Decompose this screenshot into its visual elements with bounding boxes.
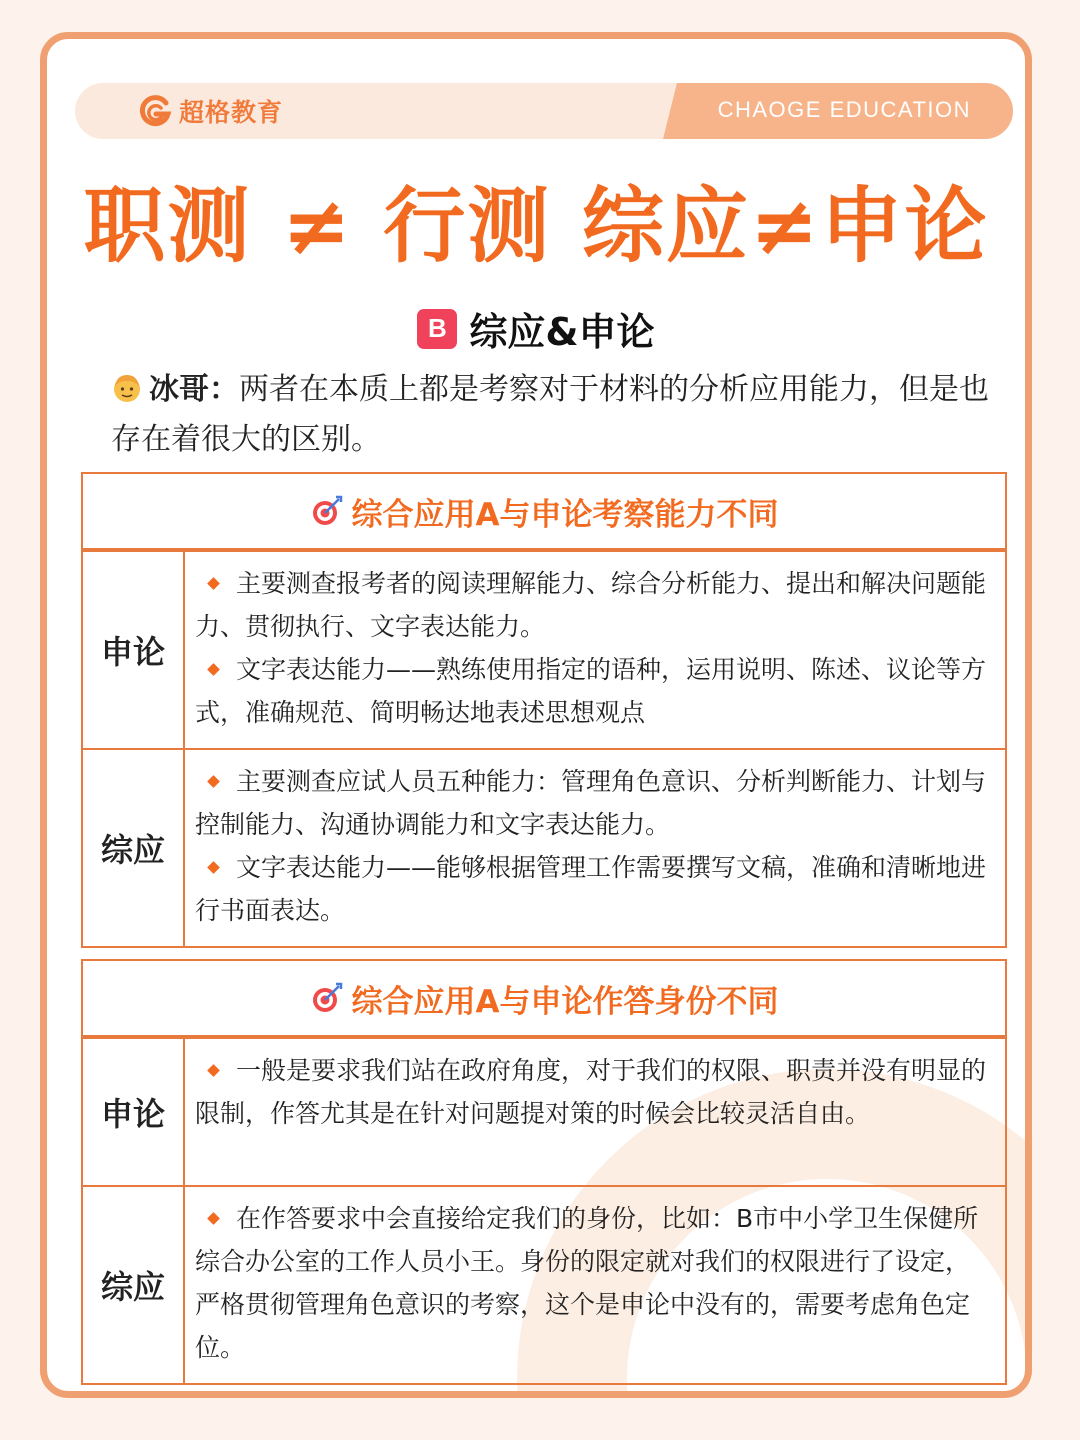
- bullet-item: [195, 562, 991, 648]
- diamond-bullet-icon: [207, 663, 220, 676]
- intro-paragraph: [111, 365, 991, 465]
- bullet-item: [195, 1049, 991, 1135]
- intro-text: 两者在本质上都是考察对于材料的分析应用能力，但是也存在着很大的区别。: [111, 372, 989, 457]
- target-icon: [310, 494, 344, 528]
- bullet-item: [195, 760, 991, 846]
- row-body: [185, 552, 1005, 748]
- intro-speaker: 冰哥：: [149, 372, 239, 407]
- section-title: 综应&申论: [469, 310, 655, 354]
- bullet-text: 在作答要求中会直接给定我们的身份，比如：B市中小学卫生保健所综合办公室的工作人员小王。身份的限定就对我们的权限进行了设定，严格贯彻管理角色意识的考察，这个是申论中没有的，需要考虑角色定位。: [195, 1204, 979, 1362]
- diamond-bullet-icon: [207, 861, 220, 874]
- brand-logo-icon: [139, 94, 173, 128]
- table-title: 综合应用A与申论作答身份不同: [351, 983, 779, 1020]
- target-icon: [310, 981, 344, 1015]
- row-label: 申论: [83, 552, 185, 748]
- brand: [139, 93, 283, 129]
- bullet-text: 主要测查报考者的阅读理解能力、综合分析能力、提出和解决问题能力、贯彻执行、文字表达能力。: [195, 569, 987, 641]
- row-label: 申论: [83, 1039, 185, 1185]
- table-heading: [83, 474, 1005, 550]
- brand-name: 超格教育: [179, 98, 284, 127]
- bullet-text: 文字表达能力——熟练使用指定的语种，运用说明、陈述、议论等方式，准确规范、简明畅达地表述思想观点: [195, 655, 987, 727]
- diamond-bullet-icon: [207, 1064, 220, 1077]
- row-label: 综应: [83, 1187, 185, 1383]
- bullet-text: 文字表达能力——能够根据管理工作需要撰写文稿，准确和清晰地进行书面表达。: [195, 853, 987, 925]
- row-body: [185, 1039, 1005, 1185]
- table-row: [83, 748, 1005, 946]
- face-emoji-icon: [111, 372, 143, 404]
- page-title: 职测 ≠ 行测 综应≠申论: [83, 179, 989, 274]
- header-bar: [75, 83, 1013, 139]
- section-heading: [47, 301, 1025, 356]
- table-row: [83, 1185, 1005, 1383]
- section-badge: B: [417, 309, 457, 349]
- row-label: 综应: [83, 750, 185, 946]
- table-title: 综合应用A与申论考察能力不同: [351, 496, 779, 533]
- comparison-table-abilities: [81, 472, 1007, 948]
- content-card: [40, 32, 1032, 1398]
- row-body: [185, 1187, 1005, 1383]
- bullet-item: [195, 1197, 991, 1369]
- diamond-bullet-icon: [207, 775, 220, 788]
- bullet-item: [195, 648, 991, 734]
- row-body: [185, 750, 1005, 946]
- diamond-bullet-icon: [207, 577, 220, 590]
- bullet-text: 主要测查应试人员五种能力：管理角色意识、分析判断能力、计划与控制能力、沟通协调能力和文字表达能力。: [195, 767, 987, 839]
- table-row: [83, 550, 1005, 748]
- table-heading: [83, 961, 1005, 1037]
- brand-english: CHAOGE EDUCATION: [717, 97, 971, 122]
- comparison-table-identity: [81, 959, 1007, 1385]
- table-row: [83, 1037, 1005, 1185]
- bullet-item: [195, 846, 991, 932]
- bullet-text: 一般是要求我们站在政府角度，对于我们的权限、职责并没有明显的限制，作答尤其是在针对问题提对策的时候会比较灵活自由。: [195, 1056, 987, 1128]
- diamond-bullet-icon: [207, 1212, 220, 1225]
